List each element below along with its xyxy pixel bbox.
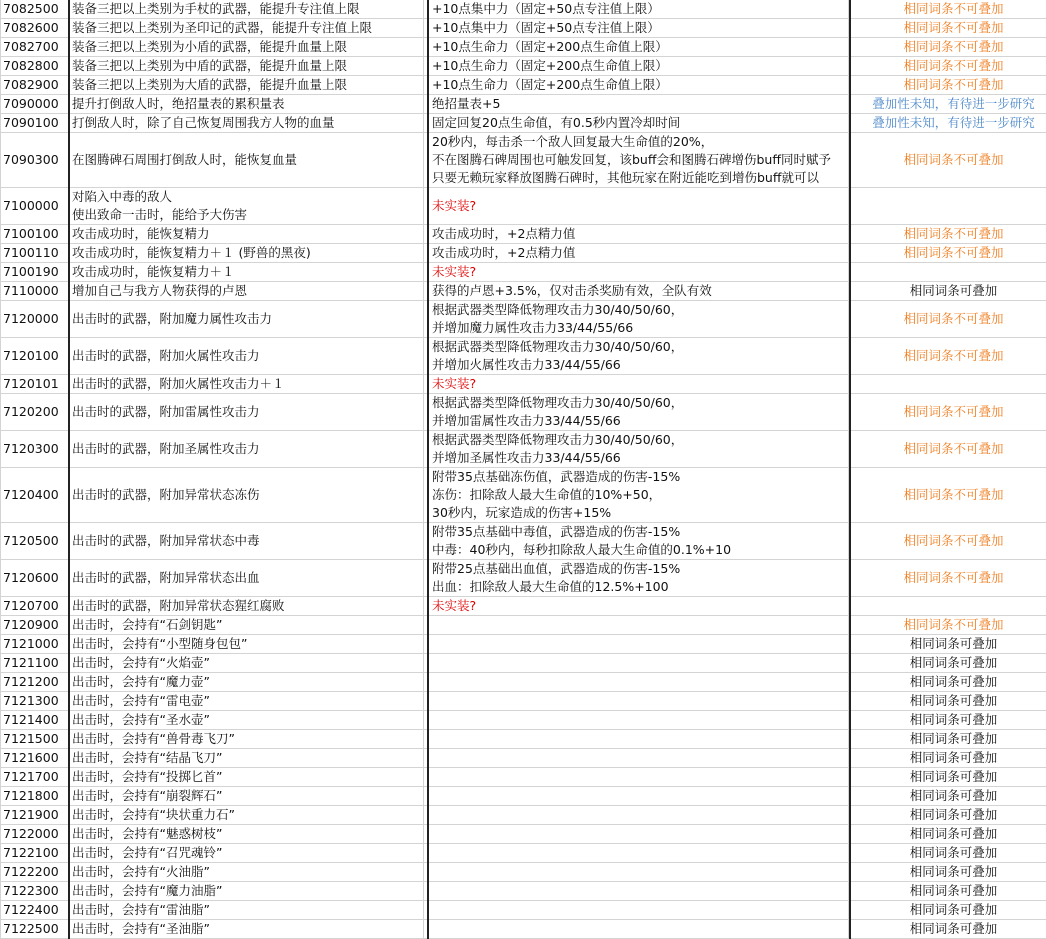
- effect-id-cell[interactable]: 7090000: [1, 95, 70, 114]
- effect-name-line: 出击时，会持有“魅惑树枝”: [72, 825, 421, 843]
- stacking-status-cell[interactable]: 相同词条可叠加: [850, 749, 1046, 768]
- table-row: [1, 0, 1046, 19]
- effect-name-cell[interactable]: [69, 711, 424, 730]
- effect-detail-cell[interactable]: [428, 920, 849, 939]
- effect-name-line: 出击时，会持有“雷电壶”: [72, 692, 421, 710]
- effect-name-cell[interactable]: [69, 635, 424, 654]
- effect-detail-line: 未实装?: [432, 375, 846, 393]
- effect-id-cell[interactable]: 7090300: [1, 133, 70, 188]
- effect-id-cell[interactable]: 7121100: [1, 654, 70, 673]
- effect-name-cell[interactable]: [69, 133, 424, 188]
- stacking-status-cell[interactable]: 相同词条不可叠加: [850, 338, 1046, 375]
- effect-name-cell[interactable]: [69, 76, 424, 95]
- effect-detail-line: 20秒内，每击杀一个敌人回复最大生命值的20%，: [432, 133, 846, 151]
- stacking-status-cell[interactable]: 相同词条不可叠加: [850, 394, 1046, 431]
- effect-name-line: 攻击成功时，能恢复精力: [72, 225, 421, 243]
- effect-detail-line: 并增加圣属性攻击力33/44/55/66: [432, 449, 846, 467]
- effect-id-cell[interactable]: 7122500: [1, 920, 70, 939]
- effect-name-line: 出击时的武器，附加魔力属性攻击力: [72, 310, 421, 328]
- effect-detail-cell[interactable]: [428, 301, 849, 338]
- effect-id-cell[interactable]: 7122400: [1, 901, 70, 920]
- effect-detail-line: 冻伤：扣除敌人最大生命值的10%+50，: [432, 486, 846, 504]
- stacking-status-cell[interactable]: 相同词条不可叠加: [850, 616, 1046, 635]
- table-row: [1, 301, 1046, 338]
- table-row: [1, 863, 1046, 882]
- table-row: [1, 844, 1046, 863]
- effect-name-line: 出击时，会持有“小型随身包包”: [72, 635, 421, 653]
- effect-detail-line: 根据武器类型降低物理攻击力30/40/50/60，: [432, 394, 846, 412]
- table-row: [1, 394, 1046, 431]
- effect-name-line: 出击时，会持有“投掷匕首”: [72, 768, 421, 786]
- effect-id-cell[interactable]: 7121600: [1, 749, 70, 768]
- effect-name-line: 出击时，会持有“魔力壶”: [72, 673, 421, 691]
- effect-name-cell[interactable]: [69, 882, 424, 901]
- effect-detail-cell[interactable]: [428, 597, 849, 616]
- effect-detail-cell[interactable]: [428, 787, 849, 806]
- stacking-status-cell[interactable]: 相同词条可叠加: [850, 730, 1046, 749]
- effect-name-cell[interactable]: [69, 616, 424, 635]
- effect-name-line: 装备三把以上类别为小盾的武器，能提升血量上限: [72, 38, 421, 56]
- table-row: [1, 523, 1046, 560]
- effect-name-line: 装备三把以上类别为中盾的武器，能提升血量上限: [72, 57, 421, 75]
- effect-detail-cell[interactable]: [428, 263, 849, 282]
- effect-name-cell[interactable]: [69, 806, 424, 825]
- effect-name-cell[interactable]: [69, 654, 424, 673]
- effect-detail-cell[interactable]: [428, 863, 849, 882]
- effect-id-cell[interactable]: 7120600: [1, 560, 70, 597]
- effect-detail-line: 并增加魔力属性攻击力33/44/55/66: [432, 319, 846, 337]
- stacking-status-cell[interactable]: 相同词条可叠加: [850, 844, 1046, 863]
- table-row: [1, 711, 1046, 730]
- effect-name-cell[interactable]: [69, 863, 424, 882]
- table-row: [1, 338, 1046, 375]
- effect-name-line: 提升打倒敌人时，绝招量表的累积量表: [72, 95, 421, 113]
- effect-name-cell[interactable]: [69, 825, 424, 844]
- effect-detail-cell[interactable]: [428, 825, 849, 844]
- effect-detail-cell[interactable]: [428, 901, 849, 920]
- effect-id-cell[interactable]: 7121800: [1, 787, 70, 806]
- effect-name-line: 出击时的武器，附加火属性攻击力: [72, 347, 421, 365]
- effect-detail-cell[interactable]: [428, 523, 849, 560]
- effect-id-cell[interactable]: 7120101: [1, 375, 70, 394]
- effect-id-cell[interactable]: 7110000: [1, 282, 70, 301]
- table-row: [1, 768, 1046, 787]
- effect-name-cell[interactable]: [69, 375, 424, 394]
- effect-detail-cell[interactable]: [428, 57, 849, 76]
- stacking-status-cell[interactable]: 相同词条可叠加: [850, 806, 1046, 825]
- stacking-status-cell[interactable]: 相同词条可叠加: [850, 901, 1046, 920]
- table-row: [1, 188, 1046, 225]
- stacking-status-cell[interactable]: 相同词条不可叠加: [850, 301, 1046, 338]
- effect-detail-cell[interactable]: [428, 394, 849, 431]
- effect-detail-line: 绝招量表+5: [432, 95, 846, 113]
- table-row: [1, 38, 1046, 57]
- effect-name-cell[interactable]: [69, 730, 424, 749]
- effect-name-line: 出击时的武器，附加异常状态猩红腐败: [72, 597, 421, 615]
- effect-name-cell[interactable]: [69, 263, 424, 282]
- stacking-status-cell[interactable]: 相同词条可叠加: [850, 787, 1046, 806]
- effect-detail-cell[interactable]: [428, 468, 849, 523]
- table-row: [1, 95, 1046, 114]
- effect-name-cell[interactable]: [69, 844, 424, 863]
- stacking-status-cell[interactable]: 叠加性未知，有待进一步研究: [850, 95, 1046, 114]
- effect-name-cell[interactable]: [69, 188, 424, 225]
- effect-id-cell[interactable]: 7120300: [1, 431, 70, 468]
- table-row: [1, 806, 1046, 825]
- effect-detail-line: 附带35点基础中毒值，武器造成的伤害-15%: [432, 523, 846, 541]
- stacking-status-cell[interactable]: [850, 375, 1046, 394]
- effect-id-cell[interactable]: 7121000: [1, 635, 70, 654]
- stacking-status-cell[interactable]: 相同词条不可叠加: [850, 225, 1046, 244]
- table-row: [1, 114, 1046, 133]
- table-row: [1, 560, 1046, 597]
- effect-name-line: 出击时的武器，附加圣属性攻击力: [72, 440, 421, 458]
- effect-name-line: 出击时，会持有“石剑钥匙”: [72, 616, 421, 634]
- effect-name-line: 攻击成功时，能恢复精力＋１: [72, 263, 421, 281]
- effect-name-cell[interactable]: [69, 19, 424, 38]
- effect-detail-line: 附带35点基础冻伤值，武器造成的伤害-15%: [432, 468, 846, 486]
- effect-detail-cell[interactable]: [428, 338, 849, 375]
- effect-detail-cell[interactable]: [428, 749, 849, 768]
- effect-name-cell[interactable]: [69, 394, 424, 431]
- effect-name-cell[interactable]: [69, 673, 424, 692]
- effect-name-line: 使出致命一击时，能给予大伤害: [72, 206, 421, 224]
- effect-id-cell[interactable]: 7121300: [1, 692, 70, 711]
- table-row: [1, 431, 1046, 468]
- effect-name-line: 出击时，会持有“魔力油脂”: [72, 882, 421, 900]
- effect-name-line: 出击时，会持有“结晶飞刀”: [72, 749, 421, 767]
- effect-detail-line: 中毒：40秒内，每秒扣除敌人最大生命值的0.1%+10: [432, 541, 846, 559]
- effect-id-cell[interactable]: 7122200: [1, 863, 70, 882]
- effect-detail-line: +10点集中力（固定+50点专注值上限）: [432, 19, 846, 37]
- table-row: [1, 616, 1046, 635]
- effect-name-cell[interactable]: [69, 787, 424, 806]
- effect-detail-cell[interactable]: [428, 133, 849, 188]
- stacking-status-cell[interactable]: 相同词条不可叠加: [850, 38, 1046, 57]
- effect-detail-line: 未实装?: [432, 197, 846, 215]
- effect-id-cell[interactable]: 7122000: [1, 825, 70, 844]
- effect-name-line: 装备三把以上类别为手杖的武器，能提升专注值上限: [72, 0, 421, 18]
- effect-name-line: 出击时，会持有“块状重力石”: [72, 806, 421, 824]
- effect-id-cell[interactable]: 7121200: [1, 673, 70, 692]
- effect-name-line: 出击时，会持有“召咒魂铃”: [72, 844, 421, 862]
- effect-detail-line: 只要无赖玩家释放图腾石碑时，其他玩家在附近能吃到增伤buff就可以: [432, 169, 846, 187]
- effect-detail-line: 未实装?: [432, 263, 846, 281]
- effect-detail-cell[interactable]: [428, 560, 849, 597]
- table-row: [1, 730, 1046, 749]
- stacking-status-cell[interactable]: 相同词条可叠加: [850, 654, 1046, 673]
- effect-detail-line: +10点生命力（固定+200点生命值上限）: [432, 57, 846, 75]
- table-row: [1, 57, 1046, 76]
- effect-name-line: 在图腾碑石周围打倒敌人时，能恢复血量: [72, 151, 421, 169]
- effect-id-cell[interactable]: 7100110: [1, 244, 70, 263]
- stacking-status-cell[interactable]: 相同词条可叠加: [850, 863, 1046, 882]
- effect-detail-line: 根据武器类型降低物理攻击力30/40/50/60，: [432, 431, 846, 449]
- effect-detail-cell[interactable]: [428, 282, 849, 301]
- effect-name-line: 出击时，会持有“崩裂辉石”: [72, 787, 421, 805]
- table-row: [1, 19, 1046, 38]
- effect-detail-cell[interactable]: [428, 844, 849, 863]
- effect-detail-cell[interactable]: [428, 768, 849, 787]
- stacking-status-cell[interactable]: 相同词条不可叠加: [850, 560, 1046, 597]
- effect-name-cell[interactable]: [69, 523, 424, 560]
- effect-id-cell[interactable]: 7120900: [1, 616, 70, 635]
- stacking-status-cell[interactable]: 相同词条可叠加: [850, 692, 1046, 711]
- table-row: [1, 244, 1046, 263]
- effect-detail-cell[interactable]: [428, 244, 849, 263]
- effect-id-cell[interactable]: 7100190: [1, 263, 70, 282]
- effect-id-cell[interactable]: 7090100: [1, 114, 70, 133]
- effect-detail-line: 根据武器类型降低物理攻击力30/40/50/60，: [432, 301, 846, 319]
- stacking-status-cell[interactable]: 相同词条不可叠加: [850, 244, 1046, 263]
- effect-detail-cell[interactable]: [428, 19, 849, 38]
- effect-detail-cell[interactable]: [428, 711, 849, 730]
- stacking-status-cell[interactable]: 相同词条不可叠加: [850, 523, 1046, 560]
- effect-name-cell[interactable]: [69, 468, 424, 523]
- stacking-status-cell[interactable]: 相同词条可叠加: [850, 825, 1046, 844]
- stacking-status-cell[interactable]: 相同词条可叠加: [850, 635, 1046, 654]
- effect-name-cell[interactable]: [69, 768, 424, 787]
- effect-detail-line: 攻击成功时，+2点精力值: [432, 244, 846, 262]
- effect-detail-cell[interactable]: [428, 76, 849, 95]
- effect-id-cell[interactable]: 7121500: [1, 730, 70, 749]
- effect-name-line: 出击时，会持有“兽骨毒飞刀”: [72, 730, 421, 748]
- effect-detail-line: +10点生命力（固定+200点生命值上限）: [432, 76, 846, 94]
- stacking-status-cell[interactable]: 相同词条可叠加: [850, 882, 1046, 901]
- effect-detail-cell[interactable]: [428, 375, 849, 394]
- effect-id-cell[interactable]: 7120000: [1, 301, 70, 338]
- effect-id-cell[interactable]: 7100000: [1, 188, 70, 225]
- stacking-status-cell[interactable]: [850, 597, 1046, 616]
- effect-name-cell[interactable]: [69, 901, 424, 920]
- table-row: [1, 76, 1046, 95]
- effect-name-cell[interactable]: [69, 749, 424, 768]
- table-row: [1, 901, 1046, 920]
- stacking-status-cell[interactable]: 相同词条可叠加: [850, 673, 1046, 692]
- table-row: [1, 225, 1046, 244]
- effect-name-line: 打倒敌人时，除了自己恢复周围我方人物的血量: [72, 114, 421, 132]
- effect-id-cell[interactable]: 7121900: [1, 806, 70, 825]
- table-row: [1, 133, 1046, 188]
- stacking-status-cell[interactable]: 相同词条可叠加: [850, 920, 1046, 939]
- effect-id-cell[interactable]: 7121400: [1, 711, 70, 730]
- stacking-status-cell[interactable]: 相同词条不可叠加: [850, 57, 1046, 76]
- effect-detail-line: 不在图腾石碑周围也可触发回复，该buff会和图腾石碑增伤buff同时赋予: [432, 151, 846, 169]
- effect-detail-line: 30秒内，玩家造成的伤害+15%: [432, 504, 846, 522]
- effect-detail-line: 附带25点基础出血值，武器造成的伤害-15%: [432, 560, 846, 578]
- effect-detail-line: 攻击成功时，+2点精力值: [432, 225, 846, 243]
- effect-detail-cell[interactable]: [428, 225, 849, 244]
- effect-name-line: 出击时，会持有“火油脂”: [72, 863, 421, 881]
- stacking-status-cell[interactable]: 相同词条不可叠加: [850, 76, 1046, 95]
- effect-name-cell[interactable]: [69, 95, 424, 114]
- effect-name-cell[interactable]: [69, 301, 424, 338]
- effect-id-cell[interactable]: 7082900: [1, 76, 70, 95]
- table-row: [1, 787, 1046, 806]
- effect-name-line: 出击时的武器，附加异常状态冻伤: [72, 486, 421, 504]
- stacking-status-cell[interactable]: 相同词条不可叠加: [850, 133, 1046, 188]
- stacking-status-cell[interactable]: 相同词条可叠加: [850, 768, 1046, 787]
- effect-detail-line: 出血：扣除敌人最大生命值的12.5%+100: [432, 578, 846, 596]
- effect-name-cell[interactable]: [69, 114, 424, 133]
- stacking-status-cell[interactable]: 叠加性未知，有待进一步研究: [850, 114, 1046, 133]
- table-row: [1, 654, 1046, 673]
- effect-name-line: 出击时，会持有“圣油脂”: [72, 920, 421, 938]
- effect-id-cell[interactable]: 7122300: [1, 882, 70, 901]
- effect-detail-line: 根据武器类型降低物理攻击力30/40/50/60，: [432, 338, 846, 356]
- table-row: [1, 920, 1046, 939]
- effect-name-cell[interactable]: [69, 431, 424, 468]
- effect-detail-line: 获得的卢恩+3.5%，仅对击杀奖励有效，全队有效: [432, 282, 846, 300]
- table-row: [1, 692, 1046, 711]
- table-row: [1, 375, 1046, 394]
- effect-detail-line: 并增加雷属性攻击力33/44/55/66: [432, 412, 846, 430]
- effect-detail-cell[interactable]: [428, 882, 849, 901]
- stacking-status-cell[interactable]: 相同词条不可叠加: [850, 431, 1046, 468]
- stacking-status-cell[interactable]: 相同词条不可叠加: [850, 19, 1046, 38]
- effect-detail-cell[interactable]: [428, 114, 849, 133]
- effect-name-cell[interactable]: [69, 244, 424, 263]
- effect-name-line: 出击时的武器，附加火属性攻击力＋１: [72, 375, 421, 393]
- table-row: [1, 825, 1046, 844]
- effect-name-cell[interactable]: [69, 597, 424, 616]
- effect-name-cell[interactable]: [69, 338, 424, 375]
- table-row: [1, 597, 1046, 616]
- stacking-status-cell[interactable]: 相同词条可叠加: [850, 282, 1046, 301]
- effect-detail-line: 未实装?: [432, 597, 846, 615]
- effect-detail-cell[interactable]: [428, 673, 849, 692]
- effect-id-cell[interactable]: 7082700: [1, 38, 70, 57]
- effect-detail-line: 并增加火属性攻击力33/44/55/66: [432, 356, 846, 374]
- effect-name-line: 攻击成功时，能恢复精力＋１ (野兽的黑夜): [72, 244, 421, 262]
- table-body: [1, 0, 1046, 939]
- table-row: [1, 468, 1046, 523]
- effect-detail-cell[interactable]: [428, 635, 849, 654]
- effect-id-cell[interactable]: 7121700: [1, 768, 70, 787]
- stacking-status-cell[interactable]: 相同词条可叠加: [850, 711, 1046, 730]
- effect-detail-cell[interactable]: [428, 0, 849, 19]
- table-row: [1, 749, 1046, 768]
- effect-id-cell[interactable]: 7120200: [1, 394, 70, 431]
- table-row: [1, 282, 1046, 301]
- table-row: [1, 635, 1046, 654]
- effect-name-line: 出击时，会持有“雷油脂”: [72, 901, 421, 919]
- effect-name-line: 对陷入中毒的敌人: [72, 188, 421, 206]
- effect-name-cell[interactable]: [69, 225, 424, 244]
- stacking-status-cell[interactable]: [850, 188, 1046, 225]
- effect-name-cell[interactable]: [69, 38, 424, 57]
- effect-detail-cell[interactable]: [428, 38, 849, 57]
- effect-id-cell[interactable]: 7120500: [1, 523, 70, 560]
- effect-id-cell[interactable]: 7120400: [1, 468, 70, 523]
- effect-detail-cell[interactable]: [428, 654, 849, 673]
- effect-detail-cell[interactable]: [428, 730, 849, 749]
- effect-name-line: 出击时的武器，附加异常状态中毒: [72, 532, 421, 550]
- table-row: [1, 673, 1046, 692]
- effect-name-cell[interactable]: [69, 57, 424, 76]
- effect-name-cell[interactable]: [69, 560, 424, 597]
- stacking-status-cell[interactable]: [850, 263, 1046, 282]
- effect-detail-line: 固定回复20点生命值，有0.5秒内置冷却时间: [432, 114, 846, 132]
- effect-detail-cell[interactable]: [428, 95, 849, 114]
- effect-detail-line: +10点生命力（固定+200点生命值上限）: [432, 38, 846, 56]
- effect-detail-cell[interactable]: [428, 188, 849, 225]
- effect-id-cell[interactable]: 7122100: [1, 844, 70, 863]
- effect-name-line: 增加自己与我方人物获得的卢恩: [72, 282, 421, 300]
- effect-id-cell[interactable]: 7100100: [1, 225, 70, 244]
- effect-name-cell[interactable]: [69, 0, 424, 19]
- effect-id-cell[interactable]: 7120100: [1, 338, 70, 375]
- effect-detail-line: +10点集中力（固定+50点专注值上限）: [432, 0, 846, 18]
- effect-name-cell[interactable]: [69, 692, 424, 711]
- effect-detail-cell[interactable]: [428, 616, 849, 635]
- effect-id-cell[interactable]: 7082500: [1, 0, 70, 19]
- effect-name-line: 出击时，会持有“圣水壶”: [72, 711, 421, 729]
- effect-id-cell[interactable]: 7082600: [1, 19, 70, 38]
- table-row: [1, 882, 1046, 901]
- effect-detail-cell[interactable]: [428, 431, 849, 468]
- effect-name-line: 出击时的武器，附加雷属性攻击力: [72, 403, 421, 421]
- effect-name-line: 装备三把以上类别为圣印记的武器，能提升专注值上限: [72, 19, 421, 37]
- effect-detail-cell[interactable]: [428, 806, 849, 825]
- stacking-status-cell[interactable]: 相同词条不可叠加: [850, 468, 1046, 523]
- table-row: [1, 263, 1046, 282]
- effect-name-line: 装备三把以上类别为大盾的武器，能提升血量上限: [72, 76, 421, 94]
- effect-detail-cell[interactable]: [428, 692, 849, 711]
- stacking-status-cell[interactable]: 相同词条不可叠加: [850, 0, 1046, 19]
- effect-name-line: 出击时，会持有“火焰壶”: [72, 654, 421, 672]
- effect-id-cell[interactable]: 7120700: [1, 597, 70, 616]
- effect-name-cell[interactable]: [69, 282, 424, 301]
- effect-name-line: 出击时的武器，附加异常状态出血: [72, 569, 421, 587]
- effect-name-cell[interactable]: [69, 920, 424, 939]
- effect-id-cell[interactable]: 7082800: [1, 57, 70, 76]
